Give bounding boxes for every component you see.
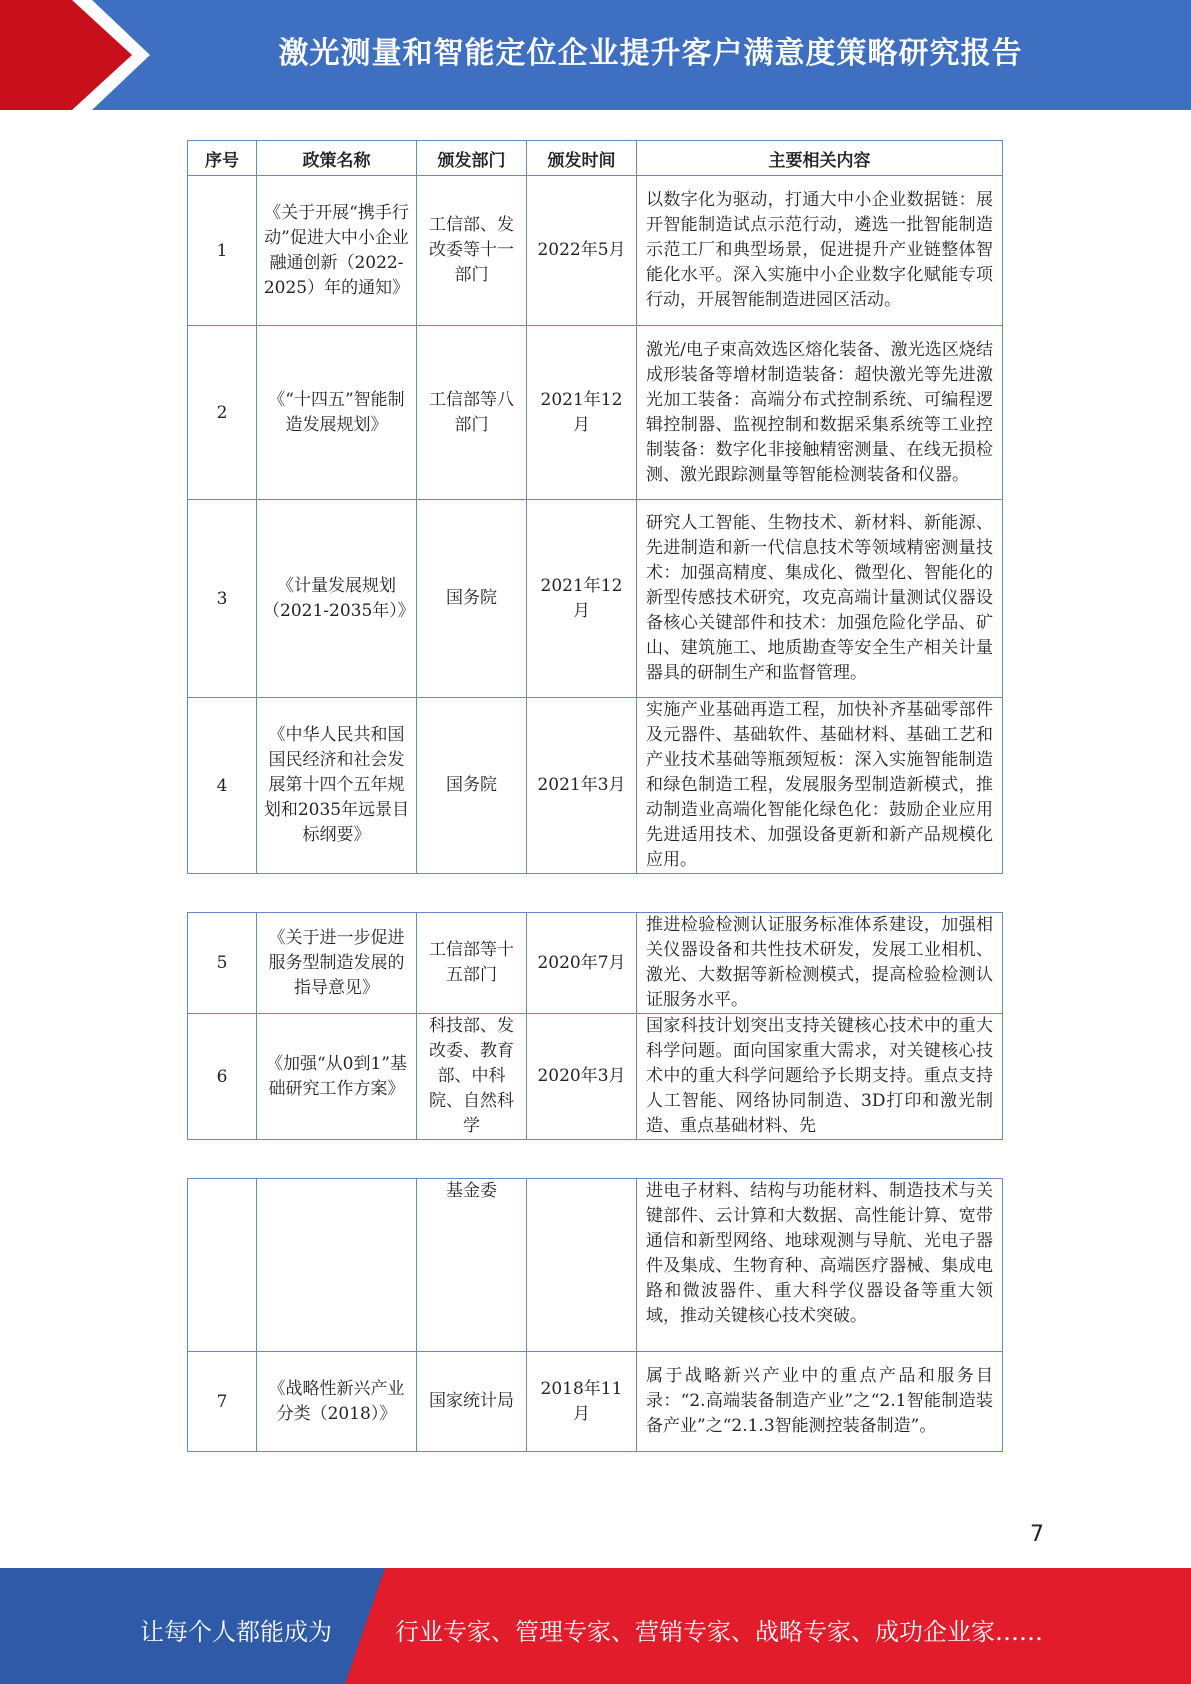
- row-policy-name: 《关于进一步促进服务型制造发展的指导意见》: [257, 913, 417, 1014]
- footer-slogan-left: 让每个人都能成为: [140, 1618, 332, 1646]
- row-dept: 基金委: [417, 1179, 527, 1352]
- table-row: [188, 698, 1003, 874]
- col-header-dept: 颁发部门: [417, 141, 527, 176]
- row-date: 2021年3月: [527, 698, 637, 874]
- row-date: [527, 1179, 637, 1352]
- row-policy-name: 《“十四五”智能制造发展规划》: [257, 326, 417, 500]
- row-date: 2022年5月: [527, 176, 637, 326]
- row-policy-name: 《关于开展“携手行动”促进大中小企业融通创新（2022-2025）年的通知》: [257, 176, 417, 326]
- row-no: 1: [188, 176, 257, 326]
- row-dept: 科技部、发改委、教育部、中科院、自然科学: [417, 1014, 527, 1140]
- policy-table-part-3: [187, 1178, 1003, 1452]
- row-date: 2018年11月: [527, 1352, 637, 1452]
- row-content: 激光/电子束高效选区熔化装备、激光选区烧结成形装备等增材制造装备：超快激光等先进激光加工装备：高端分布式控制系统、可编程逻辑控制器、监视控制和数据采集系统等工业控制装备：数字化非接触精密测量、在线无损检测、激光跟踪测量等智能检测装备和仪器。: [637, 326, 1003, 500]
- row-content: 实施产业基础再造工程，加快补齐基础零部件及元器件、基础软件、基础材料、基础工艺和产业技术基础等瓶颈短板：深入实施智能制造和绿色制造工程，发展服务型制造新模式，推动制造业高端化智能化绿色化：鼓励企业应用先进适用技术、加强设备更新和新产品规模化应用。: [637, 698, 1003, 874]
- row-policy-name: 《中华人民共和国国民经济和社会发展第十四个五年规划和2035年远景目标纲要》: [257, 698, 417, 874]
- page-number: 7: [1030, 1522, 1044, 1547]
- row-no: [188, 1179, 257, 1352]
- row-date: 2021年12月: [527, 326, 637, 500]
- row-dept: 工信部等八部门: [417, 326, 527, 500]
- footer-slogan-right: 行业专家、管理专家、营销专家、战略专家、成功企业家……: [395, 1618, 1043, 1646]
- table-row: [188, 176, 1003, 326]
- row-no: 7: [188, 1352, 257, 1452]
- col-header-no: 序号: [188, 141, 257, 176]
- row-content: 进电子材料、结构与功能材料、制造技术与关键部件、云计算和大数据、高性能计算、宽带通信和新型网络、地球观测与导航、光电子器件及集成、生物育种、高端医疗器械、集成电路和微波器件、重大科学仪器设备等重大领域，推动关键核心技术突破。: [637, 1179, 1003, 1352]
- row-content: 属于战略新兴产业中的重点产品和服务目录：“2.高端装备制造产业”之“2.1智能制造装备产业”之“2.1.3智能测控装备制造”。: [637, 1352, 1003, 1452]
- row-no: 3: [188, 500, 257, 698]
- row-dept: 国务院: [417, 698, 527, 874]
- report-title: 激光测量和智能定位企业提升客户满意度策略研究报告: [278, 36, 1023, 71]
- table-row: [188, 1352, 1003, 1452]
- page-header: [0, 0, 1191, 110]
- table-row: [188, 1014, 1003, 1140]
- row-policy-name: 《加强“从0到1”基础研究工作方案》: [257, 1014, 417, 1140]
- row-content: 推进检验检测认证服务标准体系建设，加强相关仪器设备和共性技术研发，发展工业相机、激光、大数据等新检测模式，提高检验检测认证服务水平。: [637, 913, 1003, 1014]
- row-policy-name: 《战略性新兴产业分类（2018）》: [257, 1352, 417, 1452]
- row-policy-name: [257, 1179, 417, 1352]
- table-row: [188, 326, 1003, 500]
- row-dept: 国家统计局: [417, 1352, 527, 1452]
- row-dept: 工信部等十五部门: [417, 913, 527, 1014]
- row-date: 2020年3月: [527, 1014, 637, 1140]
- col-header-content: 主要相关内容: [637, 141, 1003, 176]
- row-no: 2: [188, 326, 257, 500]
- row-content: 国家科技计划突出支持关键核心技术中的重大科学问题。面向国家重大需求，对关键核心技术中的重大科学问题给予长期支持。重点支持人工智能、网络协同制造、3D打印和激光制造、重点基础材料、先: [637, 1014, 1003, 1140]
- row-dept: 工信部、发改委等十一部门: [417, 176, 527, 326]
- row-dept: 国务院: [417, 500, 527, 698]
- policy-table-part-1: [187, 140, 1003, 874]
- row-policy-name: 《计量发展规划（2021-2035年）》: [257, 500, 417, 698]
- col-header-date: 颁发时间: [527, 141, 637, 176]
- row-no: 6: [188, 1014, 257, 1140]
- chevron-arrow-icon: [0, 0, 160, 110]
- row-date: 2020年7月: [527, 913, 637, 1014]
- row-content: 以数字化为驱动，打通大中小企业数据链：展开智能制造试点示范行动，遴选一批智能制造示范工厂和典型场景，促进提升产业链整体智能化水平。深入实施中小企业数字化赋能专项行动，开展智能制造进园区活动。: [637, 176, 1003, 326]
- row-date: 2021年12月: [527, 500, 637, 698]
- row-no: 5: [188, 913, 257, 1014]
- table-row: [188, 500, 1003, 698]
- page-footer: [0, 1568, 1191, 1684]
- col-header-name: 政策名称: [257, 141, 417, 176]
- table-row: [188, 1179, 1003, 1352]
- table-header-row: [188, 141, 1003, 176]
- policy-table-part-2: [187, 912, 1003, 1140]
- table-row: [188, 913, 1003, 1014]
- row-no: 4: [188, 698, 257, 874]
- row-content: 研究人工智能、生物技术、新材料、新能源、先进制造和新一代信息技术等领域精密测量技术：加强高精度、集成化、微型化、智能化的新型传感技术研究，攻克高端计量测试仪器设备核心关键部件和技术：加强危险化学品、矿山、建筑施工、地质勘查等安全生产相关计量器具的研制生产和监督管理。: [637, 500, 1003, 698]
